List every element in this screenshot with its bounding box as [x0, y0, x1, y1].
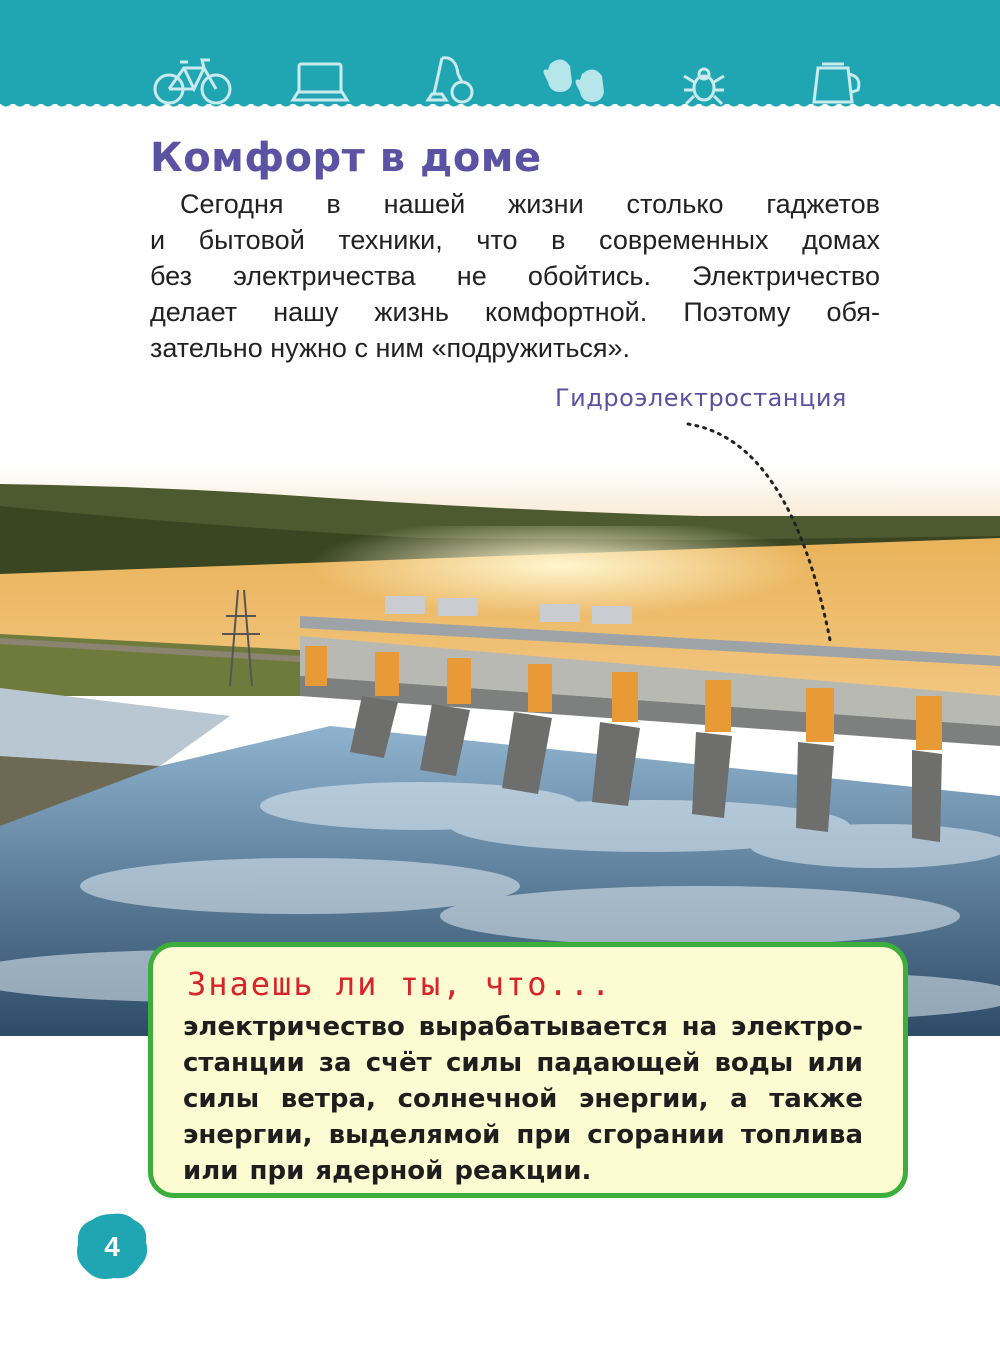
intro-line: Сегодня в нашей жизни столько гаджетов: [180, 189, 880, 219]
bicycle-icon: [152, 56, 234, 106]
fact-line: энергии, выделямой при сгорании топлива: [183, 1120, 863, 1150]
fact-line: силы ветра, солнечной энергии, а также: [183, 1084, 863, 1114]
photo-caption: Гидроэлектростанция: [555, 384, 847, 412]
fact-box: [148, 942, 908, 1198]
fact-text: [183, 1009, 863, 1189]
intro-line: делает нашу жизнь комфортной. Поэтому обя-: [150, 297, 880, 327]
page-number-badge: [74, 1212, 150, 1282]
intro-paragraph: [150, 186, 880, 366]
section-title: Комфорт в доме: [150, 135, 542, 181]
intro-line: и бытовой техники, что в современных домах: [150, 225, 880, 255]
laptop-icon: [290, 60, 350, 106]
header-icons: [150, 56, 870, 112]
mittens-icon: [542, 56, 614, 110]
intro-line: зательно нужно с ним «подружиться».: [150, 333, 631, 363]
fact-title: Знаешь ли ты, что...: [187, 965, 613, 1003]
page-number: 4: [104, 1231, 120, 1262]
kettle-icon: [808, 60, 864, 108]
bug-icon: [682, 66, 726, 106]
intro-line: без электричества не обойтись. Электричество: [150, 261, 880, 291]
fact-line: станции за счёт силы падающей воды или: [183, 1048, 863, 1078]
fact-line: или при ядерной реакции.: [183, 1156, 592, 1186]
vacuum-cleaner-icon: [422, 54, 478, 106]
fact-line: электричество вырабатывается на электро-: [183, 1012, 863, 1042]
